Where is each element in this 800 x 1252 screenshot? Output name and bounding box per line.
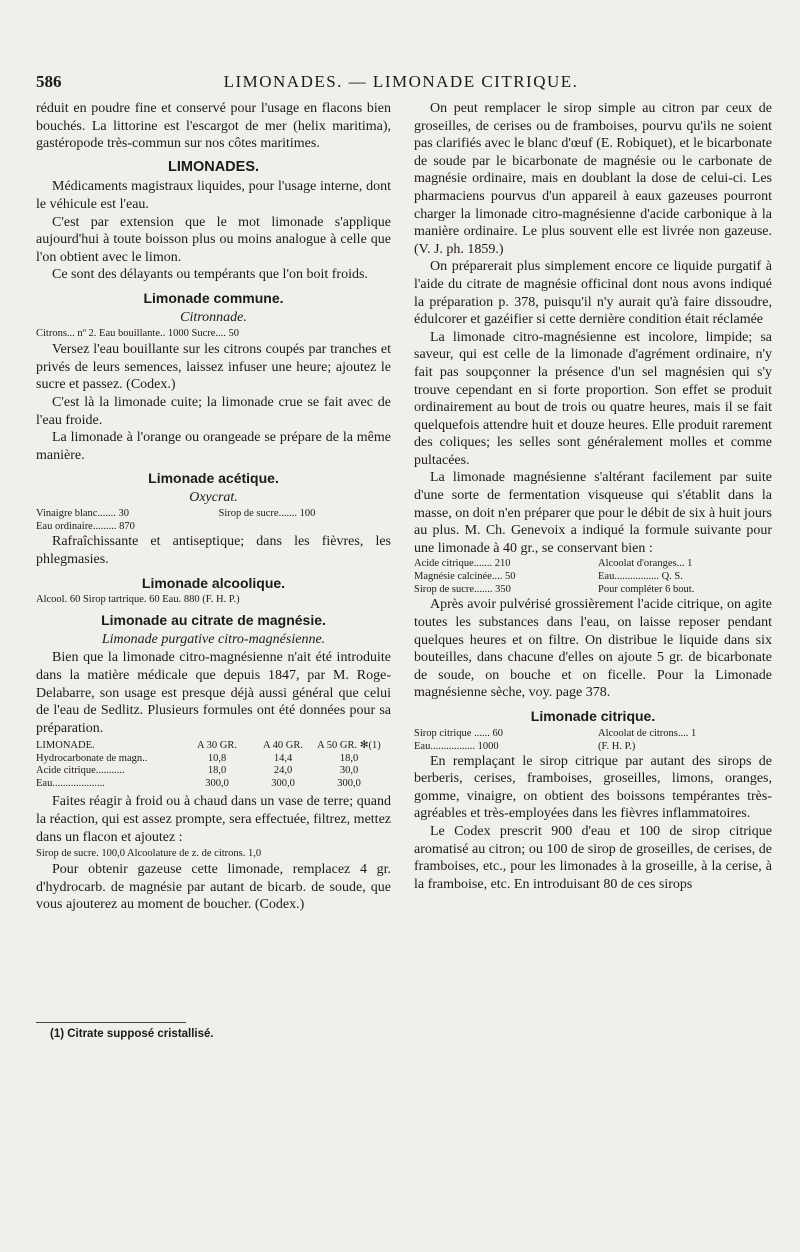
recipe-formula: Alcool. 60 Sirop tartrique. 60 Eau. 880 (F. H. P.) xyxy=(36,594,240,606)
recipe-formula: Vinaigre blanc....... 30 Sirop de sucre....... 100 Eau ordinaire......... 870 xyxy=(36,508,316,533)
paragraph: C'est là la limonade cuite; la limonade crue se fait avec de l'eau froide. xyxy=(36,394,391,428)
recipe-formula: Sirop citrique ...... 60 Alcoolat de citrons.... 1 Eau................. 1000 (F. H. P.) xyxy=(414,727,697,752)
paragraph: Le Codex prescrit 900 d'eau et 100 de sirop citrique aromatisé au citron; ou 100 de sirop de groseilles, de cerises, de framboises, etc., pour les limonades à la groseille, à la cerise, à la framboise, etc. En introduisant 80 de ces sirops xyxy=(414,823,772,892)
table-cell: 300,0 xyxy=(271,777,295,789)
footnote: (1) Citrate supposé cristallisé. xyxy=(50,1028,214,1040)
recipe-formula: Citrons... nº 2. Eau bouillante.. 1000 Sucre.... 50 xyxy=(36,328,240,340)
paragraph: On préparerait plus simplement encore ce liquide purgatif à l'aide du citrate de magnésie officinal dont nous avons indiqué la préparation p. 378, puisqu'il n'y aurait qu'à faire dissoudre, édulcorer et gazéifier si cette dernière condition était réclamée xyxy=(414,259,772,328)
table-cell: 300,0 xyxy=(205,777,229,789)
recipe-formula: Sirop de sucre. 100,0 Alcoolature de z. de citrons. 1,0 xyxy=(36,848,262,860)
paragraph: On peut remplacer le sirop simple au citron par ceux de groseilles, de cerises ou de framboises, pourvu qu'ils ne soient pas clarifiés avec le blanc d'œuf (E. Robiquet), et le bicarbonate de soude par le bicarbonate de magnésie ou le carbonate de magnésie ordinaire, mais en doublant la dose de celui-ci. Les pharmaciens pourvus d'un appareil à eaux gazeuses pourront charger la limonade citro-magnésienne d'acide carbonique à la manière ordinaire. Le plus souvent elle est livrée non gazeuse. (V. J. ph. 1859.) xyxy=(414,101,772,257)
recipe-heading: Limonade commune. xyxy=(143,289,284,306)
paragraph: La limonade citro-magnésienne est incolore, limpide; sa saveur, qui est celle de la limonade d'agrément ordinaire, n'y fait pas soupçonner la présence d'un sel magnésien qui s'y trouve cependant en si forte proportion. Son effet se produit ordinairement au bout de trois ou quatre heures, mais il se fait quelquefois attendre huit et douze heures. Elle produit rarement des coliques; les selles sont généralement molles et comme pultacées. xyxy=(414,329,772,468)
paragraph: La limonade magnésienne s'altérant facilement par suite d'une sorte de fermentation visqueuse qui s'établit dans la masse, on doit n'en préparer que pour le débit de six à huit jours au plus. M. Ch. Genevoix a indiqué la formule suivante pour une limonade à 40 gr., se conservant bien : xyxy=(414,470,772,556)
table-cell: Eau.................... xyxy=(36,777,105,789)
paragraph: Versez l'eau bouillante sur les citrons coupés par tranches et privés de leurs semences, laissez infuser une heure; ajoutez le sucre et passez. (Codex.) xyxy=(36,342,391,393)
paragraph: Médicaments magistraux liquides, pour l'usage interne, dont le véhicule est l'eau. xyxy=(36,179,391,212)
table-cell: 10,8 xyxy=(207,752,227,764)
table-header: A 40 GR. xyxy=(263,740,303,752)
section-heading: LIMONADES. xyxy=(167,158,260,175)
recipe-formula: Acide citrique....... 210 Alcoolat d'oranges... 1 Magnésie calcinée.... 50 Eau................. Q. S. Sirop de sucre....... 350 Pour compléter 6 bout. xyxy=(414,558,695,596)
table-cell: Acide citrique........... xyxy=(36,765,125,777)
paragraph: Bien que la limonade citro-magnésienne n'ait été introduite dans la matière médicale que depuis 1847, par M. Roge-Delabarre, son usage est presque déjà aussi général que celui de l'eau de Sedlitz. Plusieurs formules ont été données pour sa préparation. xyxy=(36,650,391,736)
right-column xyxy=(414,100,772,893)
running-title: LIMONADES. — LIMONADE CITRIQUE. xyxy=(223,72,579,91)
recipe-subtitle: Oxycrat. xyxy=(189,489,238,505)
recipe-heading: Limonade citrique. xyxy=(530,708,656,724)
recipe-heading: Limonade acétique. xyxy=(148,470,279,487)
table-header: A 50 GR. ✻(1) xyxy=(317,740,381,752)
table-cell: 14,4 xyxy=(273,752,293,764)
paragraph: Rafraîchissante et antiseptique; dans les fièvres, les phlegmasies. xyxy=(36,534,391,568)
paragraph: En remplaçant le sirop citrique par autant des sirops de berberis, cerises, framboises, groseilles, limons, oranges, gomme, vinaigre, on obtient des boissons tempérantes très-agréables et très-employées dans les fièvres inflammatoires. xyxy=(414,753,772,822)
page-header xyxy=(36,72,766,94)
table-cell: 300,0 xyxy=(337,777,361,789)
footnote-rule xyxy=(36,1022,186,1023)
recipe-subtitle: Limonade purgative citro-magnésienne. xyxy=(101,631,326,647)
table-cell: 18,0 xyxy=(207,765,227,777)
paragraph: réduit en poudre fine et conservé pour l'usage en flacons bien bouchés. La littorine est l'escargot de mer (helix maritima), gastéropode très-commun sur nos côtes maritimes. xyxy=(36,101,391,152)
paragraph: La limonade à l'orange ou orangeade se prépare de la même manière. xyxy=(36,430,391,463)
table-header: LIMONADE. xyxy=(36,740,95,752)
table-cell: Hydrocarbonate de magn.. xyxy=(36,752,148,764)
recipe-subtitle: Citronnade. xyxy=(180,309,247,325)
formula-table xyxy=(36,740,391,790)
table-cell: 30,0 xyxy=(339,765,359,777)
page-number: 586 xyxy=(36,72,62,91)
paragraph: Après avoir pulvérisé grossièrement l'acide citrique, on agite toutes les substances dans l'eau, on laisse reposer pendant quelques heures et on filtre. On distribue le liquide dans six bouteilles, dans chacune d'elles on ajoute 5 gr. de bicarbonate de soude, on bouche et on ficelle. Pour la Limonade magnésienne sèche, voy. page 378. xyxy=(414,597,772,701)
recipe-heading: Limonade alcoolique. xyxy=(141,574,286,591)
paragraph: Ce sont des délayants ou tempérants que l'on boit froids. xyxy=(52,267,368,283)
paragraph: Pour obtenir gazeuse cette limonade, remplacez 4 gr. d'hydrocarb. de magnésie par autant de bicarb. de soude, que vous ajouterez au moment de boucher. (Codex.) xyxy=(36,862,391,913)
table-cell: 24,0 xyxy=(273,765,293,777)
recipe-heading: Limonade au citrate de magnésie. xyxy=(101,612,326,629)
table-cell: 18,0 xyxy=(339,752,359,764)
left-column xyxy=(36,100,391,914)
paragraph: C'est par extension que le mot limonade s'applique aujourd'hui à toute boisson plus ou moins analogue à celle que l'on obtient avec le limon. xyxy=(36,214,391,265)
table-header: A 30 GR. xyxy=(197,740,237,752)
paragraph: Faites réagir à froid ou à chaud dans un vase de terre; quand la réaction, qui est assez prompte, sera effectuée, filtrez, mettez dans un flacon et ajoutez : xyxy=(36,794,391,845)
